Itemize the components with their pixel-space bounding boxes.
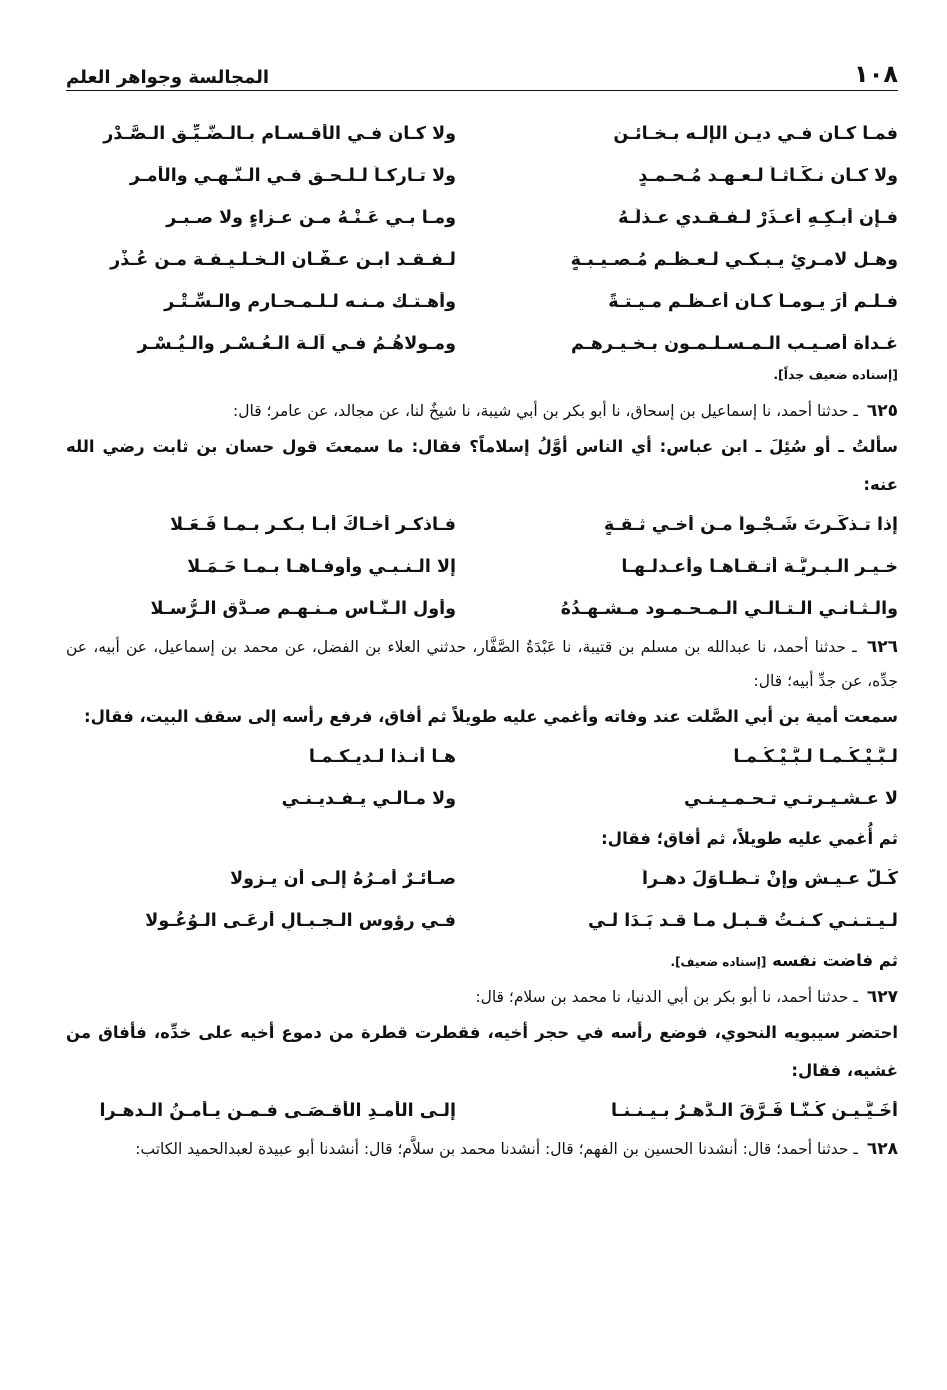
isnad-note: [إسناده ضعيف].: [670, 955, 767, 969]
verse-line: [66, 778, 898, 820]
narration-625: [66, 394, 898, 428]
second-hemistich: إلا الـنـبـي وأوفـاهـا بـمـا حَـمَـلا: [187, 557, 456, 577]
second-hemistich: ومـولاهُـمُ فـي آلـة الـعُـسْـرِ والـيُـسْـرِ: [137, 334, 456, 354]
page-header: [66, 52, 898, 91]
narrative-line: [66, 942, 898, 980]
first-hemistich: غـداة أصـيـب الـمـسـلـمـون بـخـيـرهـم: [571, 334, 898, 354]
narration-number: ٦٢٥: [866, 401, 898, 421]
verse-line: [66, 155, 898, 197]
narration-number: ٦٢٦: [866, 637, 898, 657]
poem-block: [66, 113, 898, 365]
first-hemistich: فـلـم أرَ يـومـاً كـان أعـظـم مـيـتـةً: [608, 292, 898, 312]
first-hemistich: كُـلُّ عـيـشٍ وإنْ تـطـاوَلَ دهـراً: [642, 869, 898, 889]
first-hemistich: لا عـشـيـرتـي تـحـمـيـنـي: [683, 789, 898, 809]
poem-block: [66, 1090, 898, 1132]
second-hemistich: إلـى الأمـدِ الأقـصَـى فـمـن يـأمـنُ الـدهـرا: [99, 1101, 456, 1121]
verse-line: [66, 1090, 898, 1132]
second-hemistich: فـي رؤوس الـجـبـالِ أرعَـى الـوُعُـولا: [145, 911, 456, 931]
verse-line: [66, 197, 898, 239]
first-hemistich: وهـل لامـرئٍ يـبـكـي لـعـظـم مُـصـيـبـةٍ: [570, 250, 898, 270]
narration-627-matn: احتضر سيبويه النحوي، فوضع رأسه في حجر أخيه، فقطرت قطرة من دموع أخيه على خدِّه، فأفاق من غشيه، فقال:: [66, 1023, 898, 1080]
narrative-line: ثم أُغمي عليه طويلاً، ثم أفاق؛ فقال:: [601, 829, 898, 848]
verse-line: [66, 736, 898, 778]
verse-line: [66, 113, 898, 155]
page-content: [66, 113, 898, 1166]
narration-625-matn: سألتُ ـ أو سُئِلَ ـ ابن عباس: أي الناس أوَّلُ إسلاماً؟ فقال: ما سمعتَ قول حسان بن ثابت رضي الله عنه:: [66, 437, 898, 494]
verse-line: [66, 504, 898, 546]
verse-line: [66, 900, 898, 942]
verse-line: [66, 858, 898, 900]
second-hemistich: فـاذكـر أخـاكَ أبـا بـكـر بـمـا فَـعَـلا: [170, 515, 456, 535]
second-hemistich: وأهـتـك مـنـه لـلـمـحـارم والـسِّـتْـرِ: [164, 292, 456, 312]
isnad-text: ـ حدثنا أحمد، نا أبو بكر بن أبي الدنيا، نا محمد بن سلام؛ قال:: [475, 988, 858, 1006]
isnad-text: ـ حدثنا أحمد، نا إسماعيل بن إسحاق، نا أبو بكر بن أبي شيبة، نا شيخٌ لنا، عن مجالد، عن عامر؛ قال:: [232, 402, 858, 420]
first-hemistich: لـيـتـنـي كـنـتُ قـبـل مـا قـد بَـدَا لـي: [587, 911, 898, 931]
running-title: المجالسة وجواهر العلم: [66, 67, 270, 88]
poem-block: [66, 736, 898, 820]
page-number: ١٠٨: [854, 60, 898, 88]
second-hemistich: ولا تـاركـاً لـلـحـق فـي الـنَّـهـي والأمـر: [129, 166, 456, 186]
poem-block: [66, 504, 898, 630]
verse-line: [66, 281, 898, 323]
second-hemistich: هـا أنـذا لـديـكـمـا: [308, 747, 456, 767]
first-hemistich: لـبَّـيْـكُـمـا لـبَّـيْـكُـمـا: [733, 747, 898, 767]
first-hemistich: أُخَـيَّـيـنِ كُـنَّـا فَـرَّقَ الـدَّهـرُ بـيـنـنـا: [611, 1101, 898, 1121]
isnad-text: ـ حدثنا أحمد؛ قال: أنشدنا الحسين بن الفهم؛ قال: أنشدنا محمد بن سلاَّم؛ قال: أنشدنا أبو عبيدة لعبدالحميد الكاتب:: [135, 1140, 858, 1158]
isnad-note: [إسناده ضعيف جداً].: [773, 367, 898, 382]
first-hemistich: فمـا كـان فـي ديـن الإلـه بـخـائـنٍ: [613, 124, 898, 144]
verse-line: [66, 546, 898, 588]
first-hemistich: والـثـانـي الـتـالـي الـمـحـمـود مـشـهـدُهُ: [560, 599, 898, 619]
first-hemistich: فـإن أبـكِـهِ أعـذَرْ لـفـقـدي عـذلَـهُ: [618, 208, 898, 228]
narration-627: [66, 980, 898, 1014]
isnad-text: ـ حدثنا أحمد، نا عبدالله بن مسلم بن قتيبة، نا عَبْدَةُ الصَّفَّار، حدثني العلاء بن الفضل، عن محمد بن إسماعيل، عن أبيه، عن جدِّه، عن جدِّ أبيه؛ قال:: [66, 638, 898, 690]
narration-number: ٦٢٧: [866, 987, 898, 1007]
narration-628: [66, 1132, 898, 1166]
death-line: ثم فاضت نفسه: [772, 951, 898, 970]
second-hemistich: لـفـقـد ابـن عـفَّـان الـخـلـيـفـة مـن عُـذْرِ: [110, 250, 456, 270]
narration-626-matn: سمعت أمية بن أبي الصَّلت عند وفاته وأغمي عليه طويلاً ثم أفاق، فرفع رأسه إلى سقف البيت، فقال:: [83, 707, 898, 726]
first-hemistich: إذا تـذكَّـرتَ شَـجْـواً مـن أخـي ثـقـةٍ: [603, 515, 898, 535]
narration-number: ٦٢٨: [866, 1139, 898, 1159]
second-hemistich: وأول الـنَّـاس مـنـهـم صـدَّق الـرُّسـلا: [150, 599, 456, 619]
second-hemistich: ولا مـالـي يـفـديـنـي: [281, 789, 456, 809]
first-hemistich: خـيـر الـبـريَّـة أتـقـاهـا وأعـدلـهـا: [621, 557, 898, 577]
second-hemistich: صـائـرٌ أمـرُهُ إلـى أن يـزولا: [230, 869, 456, 889]
first-hemistich: ولا كـان نـكَّـاثـاً لـعـهـد مُـحـمـدٍ: [638, 166, 898, 186]
verse-line: [66, 588, 898, 630]
second-hemistich: ومـا بـي عَـنْـهُ مـن عـزاءٍ ولا صـبـر: [166, 208, 456, 228]
verse-line: [66, 323, 898, 365]
book-page: [66, 52, 898, 1166]
narration-626: [66, 630, 898, 698]
second-hemistich: ولا كـان فـي الأقـسـام بـالـضَّـيِّـق الـصَّـدْرِ: [103, 124, 456, 144]
verse-line: [66, 239, 898, 281]
poem-block: [66, 858, 898, 942]
